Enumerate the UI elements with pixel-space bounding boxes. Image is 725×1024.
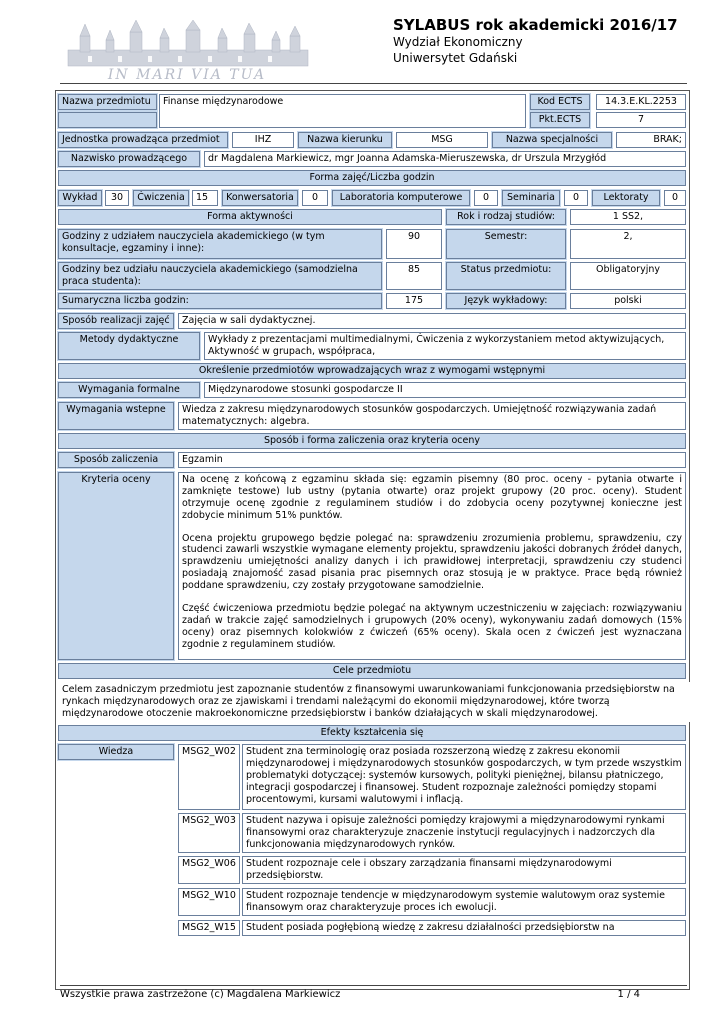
ects-points-label: Pkt.ECTS bbox=[530, 112, 590, 128]
language-value: polski bbox=[570, 293, 686, 309]
criteria-paragraph-project: Ocena projektu grupowego będzie polegać na: sprawdzeniu zrozumienia problemu, sprawdzeniu, czy studenci zawarli wszystkie wymagane elementy projektu, sprawdzeniu jakości dobranych źródeł danych, sprawdzeniu umiejętności analizy danych i ich prawidłowej interpretacji, sprawdzeniu czy studenci posiadają znajomość zasad pisania prac pisemnych oraz stosują je w praktyce. Prace będą również poddane sprawdzeniu, czy zostały przygotowane samodzielnie. bbox=[182, 532, 682, 591]
outcome-code: MSG2_W15 bbox=[178, 920, 240, 936]
outcomes-category-label: Wiedza bbox=[58, 744, 174, 760]
class-label-languages: Lektoraty bbox=[592, 190, 660, 206]
field-value: MSG bbox=[396, 132, 488, 148]
class-value-seminars: 0 bbox=[564, 190, 588, 206]
specialization-value: BRAK; bbox=[616, 132, 686, 148]
outcome-text: Student zna terminologię oraz posiada rozszerzoną wiedzę z zakresu ekonomii międzynarodowej i międzynarodowych stosunków gospodarczych, w tym przede wszystkim problematyki dotyczącej: systemów kursowych, polityki pieniężnej, bilansu płatniczego, integracji gospodarczej i finansowej. Student rozpoznaje zależności pomiędzy stopami procentowymi, kursami walutowymi i inflacją. bbox=[242, 744, 686, 810]
ects-points-value: 7 bbox=[596, 112, 686, 128]
class-value-exercises: 15 bbox=[192, 190, 218, 206]
prerequisites-section-title: Określenie przedmiotów wprowadzających wraz z wymogami wstępnymi bbox=[58, 363, 686, 379]
class-value-computer-labs: 0 bbox=[474, 190, 498, 206]
class-value-lecture: 30 bbox=[105, 190, 129, 206]
semester-value: 2, bbox=[570, 229, 686, 259]
university-logo bbox=[58, 20, 316, 82]
contact-hours-label: Godziny z udziałem nauczyciela akademickiego (w tym konsultacje, egzaminy i inne): bbox=[58, 229, 382, 259]
total-hours-label: Sumaryczna liczba godzin: bbox=[58, 293, 382, 309]
field-label: Nazwa kierunku bbox=[298, 132, 392, 148]
assessment-section-title: Sposób i forma zaliczenia oraz kryteria oceny bbox=[58, 433, 686, 449]
class-label-lecture: Wykład bbox=[58, 190, 102, 206]
contact-hours-value: 90 bbox=[386, 229, 442, 259]
outcome-text: Student nazywa i opisuje zależności pomiędzy krajowymi a międzynarodowymi rynkami finansowymi oraz charakteryzuje znaczenie instytucji regulacyjnych i nadzorczych dla funkcjonowania międzynarodowych rynków. bbox=[242, 813, 686, 853]
course-name-label-spacer bbox=[58, 112, 157, 128]
syllabus-title: SYLABUS rok akademicki 2016/17 bbox=[393, 16, 678, 34]
footer-copyright: Wszystkie prawa zastrzeżone (c) Magdalena Markiewicz bbox=[60, 989, 341, 1000]
assessment-method-value: Egzamin bbox=[178, 452, 686, 468]
unit-label: Jednostka prowadząca przedmiot bbox=[58, 132, 228, 148]
outcome-text: Student rozpoznaje cele i obszary zarządzania finansami międzynarodowymi przedsiębiorstw. bbox=[242, 856, 686, 884]
class-label-conversatory: Konwersatoria bbox=[222, 190, 298, 206]
outcome-code: MSG2_W02 bbox=[178, 744, 240, 810]
specialization-label: Nazwa specjalności bbox=[492, 132, 612, 148]
self-study-hours-label: Godziny bez udziału nauczyciela akademickiego (samodzielna praca studenta): bbox=[58, 262, 382, 290]
outcome-code: MSG2_W03 bbox=[178, 813, 240, 853]
self-study-hours-value: 85 bbox=[386, 262, 442, 290]
initial-requirements-label: Wymagania wstepne bbox=[58, 402, 174, 430]
outcome-text: Student rozpoznaje tendencje w międzynarodowym systemie walutowym oraz systemie finansowym oraz charakteryzuje proces ich ewolucji. bbox=[242, 888, 686, 916]
class-label-computer-labs: Laboratoria komputerowe bbox=[332, 190, 470, 206]
course-name-label: Nazwa przedmiotu bbox=[58, 94, 157, 110]
footer-divider bbox=[60, 985, 687, 986]
lecturer-label: Nazwisko prowadzącego bbox=[58, 151, 200, 167]
language-label: Język wykładowy: bbox=[446, 293, 566, 309]
realization-mode-label: Sposób realizacji zajęć bbox=[58, 313, 174, 329]
criteria-paragraph-exam: Na ocenę z końcową z egzaminu składa się: egzamin pisemny (80 proc. oceny - pytania otwarte i zamknięte testowe) lub ustny (pytania otwarte) oraz projekt grupowy (20 proc. oceny). Student otrzymuje ocenę zgodnie z regulaminem studiów i do zdobycia oceny pozytywnej konieczne jest zdobycie minimum 51% punktów. bbox=[182, 474, 682, 521]
outcomes-section-title: Efekty kształcenia się bbox=[58, 725, 686, 741]
formal-requirements-label: Wymagania formalne bbox=[58, 382, 200, 398]
course-status-value: Obligatoryjny bbox=[570, 262, 686, 290]
page-number: 1 / 4 bbox=[617, 989, 640, 1000]
ects-code-value: 14.3.E.KL.2253 bbox=[596, 94, 686, 110]
year-label: Rok i rodzaj studiów: bbox=[446, 209, 566, 225]
outcome-code: MSG2_W06 bbox=[178, 856, 240, 884]
formal-requirements-value: Międzynarodowe stosunki gospodarcze II bbox=[204, 382, 686, 398]
semester-label: Semestr: bbox=[446, 229, 566, 259]
logo-motto: IN MARI VIA TUA bbox=[107, 67, 267, 82]
didactic-methods-label: Metody dydaktyczne bbox=[58, 332, 200, 360]
course-name-value: Finanse międzynarodowe bbox=[159, 94, 526, 128]
year-value: 1 SS2, bbox=[570, 209, 686, 225]
ects-code-label: Kod ECTS bbox=[530, 94, 590, 110]
assessment-criteria-label: Kryteria oceny bbox=[58, 472, 174, 660]
total-hours-value: 175 bbox=[386, 293, 442, 309]
class-value-languages: 0 bbox=[664, 190, 686, 206]
activity-section-title: Forma aktywności bbox=[58, 209, 442, 225]
goals-text: Celem zasadniczym przedmiotu jest zapoznanie studentów z finansowymi uwarunkowaniami funkcjonowania przedsiębiorstw na rynkach międzynarodowych oraz ze zjawiskami i trendami należącymi do ekonomii międzynarodowej, które tworzą międzynarodowe otoczenie makroekonomiczne przedsiębiorstw i banków działających w skali międzynarodowej. bbox=[58, 682, 690, 722]
assessment-criteria-value bbox=[178, 472, 686, 660]
outcome-code: MSG2_W10 bbox=[178, 888, 240, 916]
faculty-name: Wydział Ekonomiczny bbox=[393, 35, 523, 49]
criteria-paragraph-exercises: Część ćwiczeniowa przedmiotu będzie polegać na aktywnym uczestniczeniu w zajęciach: rozwiązywaniu zadań w trakcie zajęć samodzielnych i grupowych (20% oceny), wykonywaniu zadań domowych (15% oceny) oraz pisemnych kolokwiów z ćwiczeń (65% oceny). Skala ocen z ćwiczeń jest wyznaczana zgodnie z regulaminem studiów. bbox=[182, 602, 682, 650]
realization-mode-value: Zajęcia w sali dydaktycznej. bbox=[178, 313, 686, 329]
outcome-text: Student posiada pogłębioną wiedzę z zakresu działalności przedsiębiorstw na bbox=[242, 920, 686, 936]
didactic-methods-value: Wykłady z prezentacjami multimedialnymi, Ćwiczenia z wykorzystaniem metod aktywizujących, Aktywność w grupach, współpraca, bbox=[204, 332, 686, 360]
lecturer-value: dr Magdalena Markiewicz, mgr Joanna Adamska-Mieruszewska, dr Urszula Mrzygłód bbox=[204, 151, 686, 167]
class-value-conversatory: 0 bbox=[302, 190, 328, 206]
initial-requirements-value: Wiedza z zakresu międzynarodowych stosunków gospodarczych. Umiejętność rozwiązywania zadań matematycznych: algebra. bbox=[178, 402, 686, 430]
class-label-exercises: Ćwiczenia bbox=[133, 190, 189, 206]
unit-value: IHZ bbox=[232, 132, 294, 148]
assessment-method-label: Sposób zaliczenia bbox=[58, 452, 174, 468]
university-name: Uniwersytet Gdański bbox=[393, 51, 518, 65]
course-status-label: Status przedmiotu: bbox=[446, 262, 566, 290]
goals-section-title: Cele przedmiotu bbox=[58, 663, 686, 679]
class-label-seminars: Seminaria bbox=[502, 190, 560, 206]
classes-section-title: Forma zajęć/Liczba godzin bbox=[58, 170, 686, 186]
header-divider bbox=[60, 83, 687, 84]
